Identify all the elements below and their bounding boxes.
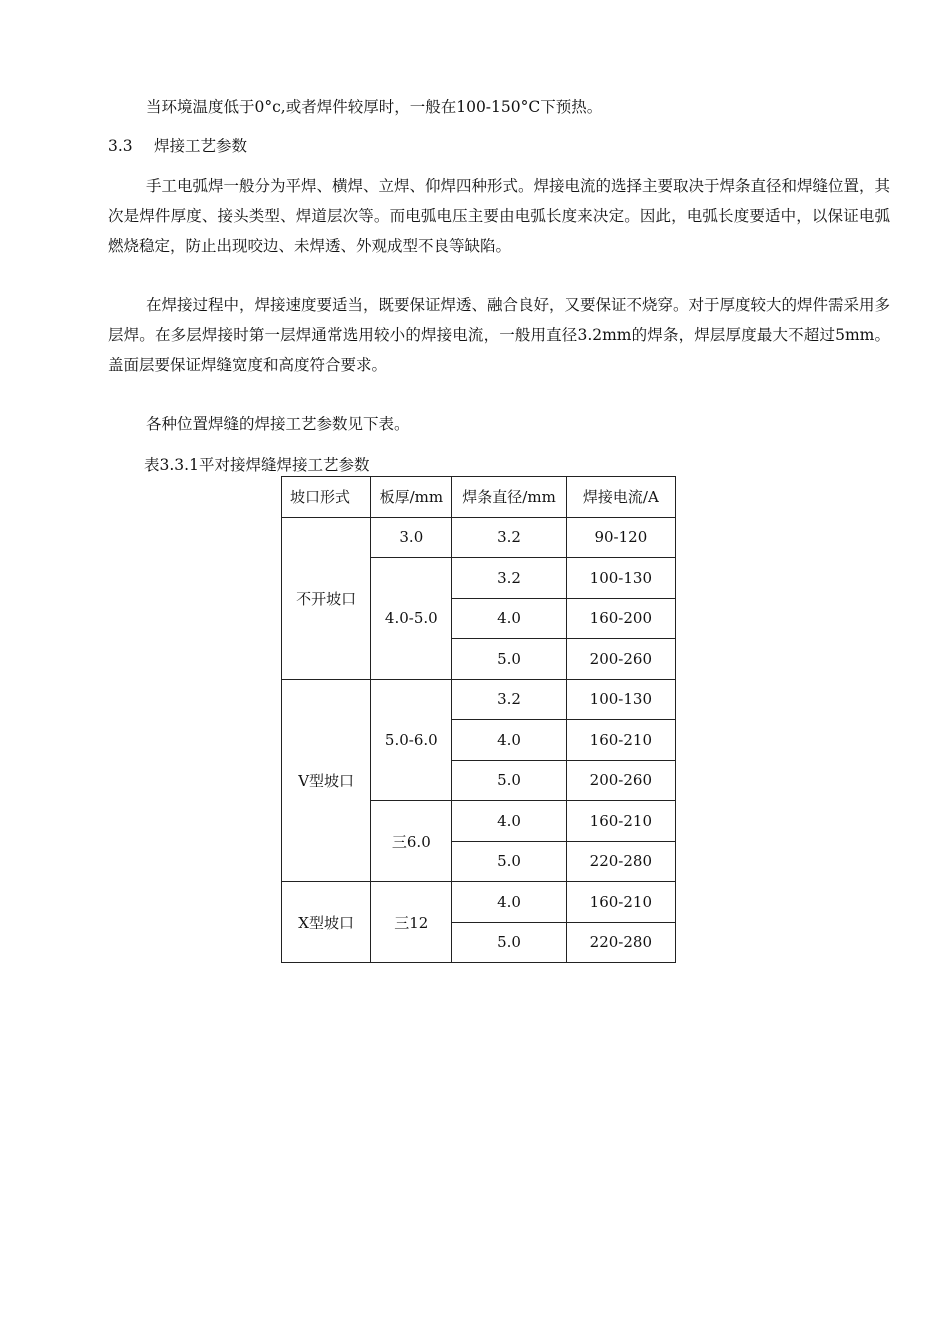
table-intro-paragraph: 各种位置焊缝的焊接工艺参数见下表。 (146, 415, 410, 433)
header-groove-type: 坡口形式 (282, 477, 371, 518)
thickness-cell: 三12 (371, 882, 452, 963)
current-cell: 200-260 (566, 639, 675, 680)
welding-speed-paragraph: 在焊接过程中，焊接速度要适当，既要保证焊透、融合良好，又要保证不烧穿。对于厚度较大的焊件需采用多层焊。在多层焊接时第一层焊通常选用较小的焊接电流，一般用直径3.2mm的焊条，焊层厚度最大不超过5mm。盖面层要保证焊缝宽度和高度符合要求。 (108, 296, 891, 374)
current-cell: 100-130 (566, 558, 675, 599)
diameter-cell: 3.2 (452, 517, 566, 558)
diameter-cell: 4.0 (452, 801, 566, 842)
current-cell: 160-200 (566, 598, 675, 639)
groove-type-cell: X型坡口 (282, 882, 371, 963)
table-row (282, 517, 676, 558)
arc-welding-paragraph: 手工电弧焊一般分为平焊、横焊、立焊、仰焊四种形式。焊接电流的选择主要取决于焊条直径和焊缝位置，其次是焊件厚度、接头类型、焊道层次等。而电弧电压主要由电弧长度来决定。因此，电弧长度要适中，以保证电弧燃烧稳定，防止出现咬边、未焊透、外观成型不良等缺陷。 (108, 177, 891, 255)
diameter-cell: 3.2 (452, 558, 566, 599)
current-cell: 160-210 (566, 801, 675, 842)
diameter-cell: 5.0 (452, 841, 566, 882)
thickness-cell: 5.0-6.0 (371, 679, 452, 801)
section-number: 3.3 (108, 137, 133, 155)
diameter-cell: 4.0 (452, 598, 566, 639)
header-electrode-diameter: 焊条直径/mm (452, 477, 566, 518)
table-row (282, 679, 676, 720)
thickness-cell: 3.0 (371, 517, 452, 558)
thickness-cell: 三6.0 (371, 801, 452, 882)
diameter-cell: 4.0 (452, 720, 566, 761)
table-row (282, 882, 676, 923)
current-cell: 200-260 (566, 760, 675, 801)
table-caption: 表3.3.1平对接焊缝焊接工艺参数 (144, 456, 370, 474)
diameter-cell: 5.0 (452, 922, 566, 963)
header-welding-current: 焊接电流/A (566, 477, 675, 518)
section-heading (108, 131, 247, 161)
thickness-cell: 4.0-5.0 (371, 558, 452, 680)
section-title: 焊接工艺参数 (154, 137, 248, 155)
diameter-cell: 5.0 (452, 760, 566, 801)
header-plate-thickness: 板厚/mm (371, 477, 452, 518)
current-cell: 160-210 (566, 720, 675, 761)
current-cell: 220-280 (566, 922, 675, 963)
current-cell: 220-280 (566, 841, 675, 882)
current-cell: 100-130 (566, 679, 675, 720)
current-cell: 160-210 (566, 882, 675, 923)
table-header-row (282, 477, 676, 518)
groove-type-cell: V型坡口 (282, 679, 371, 882)
diameter-cell: 4.0 (452, 882, 566, 923)
groove-type-cell: 不开坡口 (282, 517, 371, 679)
welding-parameter-table (281, 476, 676, 963)
preheat-paragraph: 当环境温度低于0°c,或者焊件较厚时，一般在100-150°C下预热。 (146, 98, 603, 116)
diameter-cell: 3.2 (452, 679, 566, 720)
diameter-cell: 5.0 (452, 639, 566, 680)
current-cell: 90-120 (566, 517, 675, 558)
